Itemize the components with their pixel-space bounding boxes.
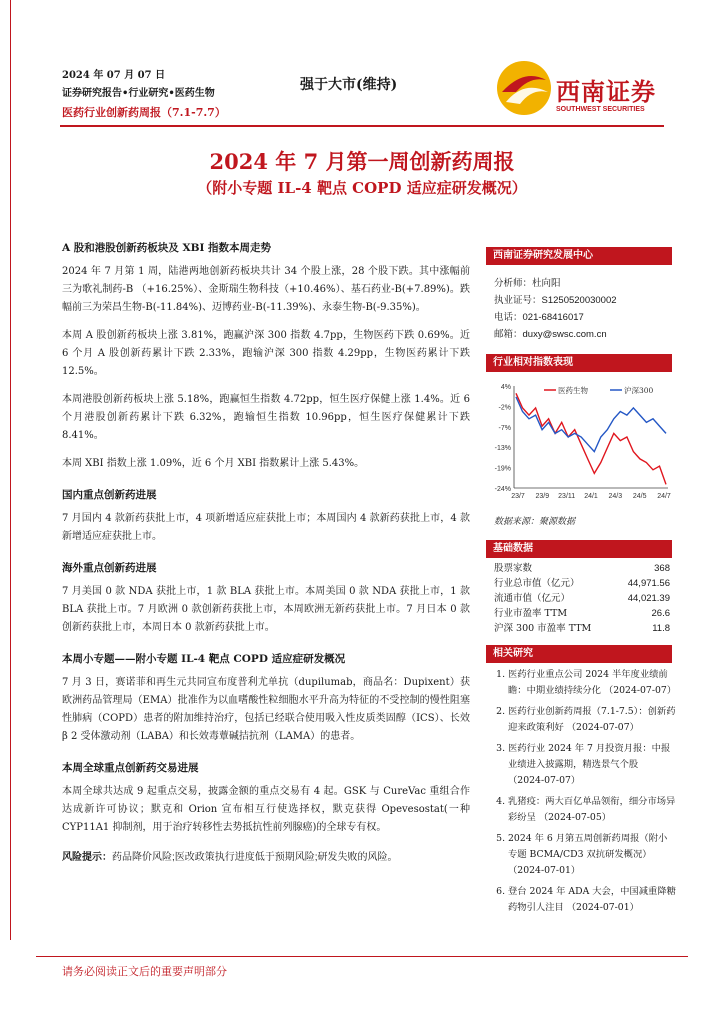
- paragraph: 2024 年 7 月第 1 周，陆港两地创新药板块共计 34 个股上涨，28 个股下跌。其中涨幅前三为歌礼制药-B （+16.25%）、金斯瑞生物科技（+10.46%）、基石药业-B(+7.89%)。跌幅前三为荣昌生物-B(-11.84%)、迈博药业-B(-11.39%)、永泰生物-B(-9.35%)。: [62, 266, 470, 313]
- related-title: 相关研究: [486, 645, 672, 663]
- stat-value: 44,021.39: [627, 593, 670, 604]
- report-type: 证券研究报告•行业研究•医药生物: [62, 88, 215, 99]
- section-heading: 本周小专题——附小专题 IL-4 靶点 COPD 适应症研发概况: [62, 653, 346, 665]
- legend-label: 沪深300: [624, 386, 654, 395]
- section-heading: 国内重点创新药进展: [62, 489, 157, 501]
- section-heading: 本周全球重点创新药交易进展: [62, 762, 199, 774]
- y-tick-label: -19%: [494, 465, 511, 473]
- analyst-line: [494, 275, 561, 292]
- phone-number: 021-68416017: [522, 312, 584, 323]
- y-tick-label: -24%: [494, 486, 511, 493]
- stat-label: 行业总市值（亿元）: [494, 578, 580, 589]
- x-tick-label: 24/1: [584, 493, 598, 500]
- center-title: 西南证券研究发展中心: [486, 247, 672, 265]
- license-number: S1250520030002: [541, 295, 617, 306]
- x-tick-label: 23/9: [535, 493, 550, 500]
- related-item[interactable]: 4. 乳猪疫：两大百亿单品领衔，细分市场异彩纷呈 （2024-07-05）: [508, 794, 676, 827]
- footer-rule: [36, 956, 688, 957]
- risk-text: 药品降价风险;医改政策执行进度低于预期风险;研发失败的风险。: [112, 852, 398, 863]
- license-label: 执业证号：: [494, 295, 542, 306]
- x-tick-label: 23/11: [558, 493, 576, 500]
- x-tick-label: 24/3: [608, 493, 623, 500]
- report-date: 2024 年 07 月 07 日: [62, 70, 166, 81]
- x-tick-label: 24/7: [657, 493, 671, 500]
- brand-logo-icon: [494, 58, 554, 118]
- related-item[interactable]: 5. 2024 年 6 月第五周创新药周报（附小专题 BCMA/CD3 双抗研发概况） （2024-07-01）: [508, 831, 676, 880]
- main-column: [62, 240, 472, 867]
- series-line-csi300: [516, 397, 666, 452]
- phone-label: 电话：: [494, 312, 523, 323]
- email-label: 邮箱：: [494, 329, 523, 340]
- report-series: 医药行业创新药周报（7.1-7.7）: [62, 106, 226, 119]
- chart-source: 数据来源：聚源数据: [494, 517, 576, 527]
- header-rule: [60, 125, 664, 127]
- phone-line: [494, 309, 584, 326]
- related-list: [494, 667, 676, 921]
- y-tick-label: 4%: [500, 384, 511, 391]
- stat-label: 沪深 300 市盈率 TTM: [494, 623, 592, 634]
- page-title: 2024 年 7 月第一周创新药周报: [209, 149, 515, 174]
- analyst-label: 分析师：: [494, 278, 533, 289]
- analyst-name: 杜向阳: [532, 278, 561, 289]
- x-tick-label: 23/7: [511, 493, 525, 500]
- paragraph: 本周 XBI 指数上涨 1.09%，近 6 个月 XBI 指数累计上涨 5.43%。: [62, 458, 365, 469]
- brand-name-en: SOUTHWEST SECURITIES: [556, 106, 645, 113]
- risk-label: 风险提示：: [62, 852, 112, 863]
- footer-disclaimer: 请务必阅读正文后的重要声明部分: [62, 965, 227, 978]
- paragraph: 本周 A 股创新药板块上涨 3.81%，跑赢沪深 300 指数 4.7pp，生物医药下跌 0.69%。近 6 个月 A 股创新药累计下跌 2.33%，跑输沪深 300 指数 4.29pp，生物医药累计下跌 12.5%。: [62, 330, 470, 377]
- basic-data-title: 基础数据: [486, 540, 672, 558]
- section-heading: A 股和港股创新药板块及 XBI 指数本周走势: [62, 242, 272, 254]
- rating: 强于大市(维持): [300, 77, 398, 93]
- related-item[interactable]: 1. 医药行业重点公司 2024 半年度业绩前瞻：中期业绩持续分化 （2024-07-07）: [508, 667, 676, 700]
- risk-note: [62, 849, 470, 867]
- x-tick-label: 24/5: [632, 493, 647, 500]
- paragraph: 本周港股创新药板块上涨 5.18%，跑赢恒生指数 4.72pp，恒生医疗保健上涨 1.4%。近 6 个月港股创新药累计下跌 6.32%，跑输恒生指数 10.96pp，恒生医疗保健累计下跌 8.41%。: [62, 394, 470, 441]
- legend-label: 医药生物: [558, 386, 588, 395]
- paragraph: 7 月 3 日，赛诺菲和再生元共同宣布度普利尤单抗（dupilumab，商品名：Dupixent）获欧洲药品管理局（EMA）批准作为以血嗜酸性粒细胞水平升高为特征的不受控制的慢性阻塞性肺病（COPD）患者的附加维持治疗，包括已经联合使用吸入性皮质类固醇（ICS）、长效 β 2 受体激动剂（LABA）和长效毒蕈碱拮抗剂（LAMA）的患者。: [62, 677, 470, 742]
- brand-name: 西南证券: [556, 77, 656, 106]
- related-item[interactable]: 2. 医药行业创新药周报（7.1-7.5）：创新药迎来政策利好 （2024-07-07）: [508, 704, 676, 737]
- related-item[interactable]: 6. 登台 2024 年 ADA 大会，中国减重降糖药物引人注目 （2024-07-01）: [508, 884, 676, 917]
- email-line: [494, 326, 607, 343]
- paragraph: 7 月美国 0 款 NDA 获批上市，1 款 BLA 获批上市。本周美国 0 款 NDA 获批上市，1 款 BLA 获批上市。7 月欧洲 0 款创新药获批上市，本周欧洲无新药获批上市。7 月日本 0 款创新药获批上市，本周日本 0 款新药获批上市。: [62, 586, 470, 633]
- stat-value: 26.6: [651, 608, 670, 619]
- page-subtitle: （附小专题 IL-4 靶点 COPD 适应症研发概况）: [197, 179, 527, 197]
- chart-title: 行业相对指数表现: [486, 354, 672, 372]
- y-tick-label: -7%: [498, 424, 511, 432]
- series-line-pharma: [516, 393, 666, 484]
- stat-label: 行业市盈率 TTM: [494, 608, 568, 619]
- stat-row: [494, 620, 670, 637]
- email-link[interactable]: duxy@swsc.com.cn: [522, 329, 607, 340]
- relative-index-chart: [486, 376, 674, 508]
- paragraph: 本周全球共达成 9 起重点交易，披露金额的重点交易有 4 起。GSK 与 CureVac 重组合作达成新许可协议；默克和 Orion 宣布相互行使选择权，默克获得 Opevesostat(一种 CYP11A1 抑制剂，用于治疗转移性去势抵抗性前列腺癌)的全球专有权。: [62, 786, 470, 833]
- paragraph: 7 月国内 4 款新药获批上市，4 项新增适应症获批上市；本周国内 4 款新药获批上市，4 款新增适应症获批上市。: [62, 513, 470, 542]
- y-tick-label: -13%: [494, 445, 511, 453]
- related-item[interactable]: 3. 医药行业 2024 年 7 月投资月报：中报业绩进入披露期，精选景气个股 （2024-07-07）: [508, 741, 676, 790]
- stat-label: 流通市值（亿元）: [494, 593, 571, 604]
- y-tick-label: -2%: [498, 404, 511, 412]
- section-heading: 海外重点创新药进展: [62, 562, 157, 574]
- stat-value: 11.8: [652, 623, 670, 634]
- stat-value: 44,971.56: [627, 578, 670, 589]
- stat-label: 股票家数: [494, 563, 533, 574]
- stat-value: 368: [654, 563, 670, 574]
- left-margin-rule: [10, 0, 11, 940]
- license-line: [494, 292, 617, 309]
